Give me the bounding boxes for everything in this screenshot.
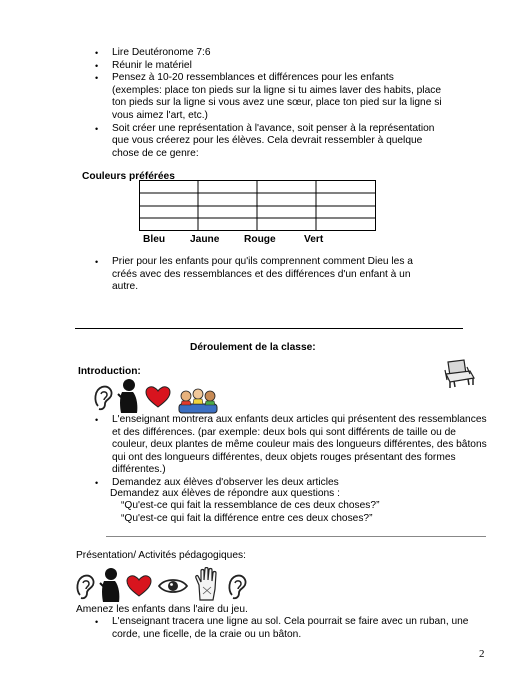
heart-icon — [145, 386, 171, 408]
table-column-label: Bleu — [143, 234, 166, 245]
question-2: “Qu'est-ce qui fait la différence entre ces deux choses?” — [121, 513, 373, 524]
list-item: • Soit créer une représentation à l'avance, soit penser à la représentation que vous créerez pour les élèves. Cela devrait ressembler à quelque chose de ce genre: — [92, 123, 442, 161]
hand-icon — [194, 567, 220, 601]
presentation-lead: Amenez les enfants dans l'aire du jeu. — [76, 604, 248, 615]
heart-icon — [126, 575, 152, 597]
list-item: • Prier pour les enfants pour qu'ils comprennent comment Dieu les a créés avec des ressemblances et des différences d'un enfant à un autre. — [92, 256, 432, 294]
ear-icon — [74, 573, 96, 601]
materials-list — [92, 47, 442, 160]
ear-icon — [226, 573, 248, 601]
table-column-label: Vert — [304, 234, 324, 245]
praying-child-icon — [98, 567, 122, 603]
list-item: • Réunir le matériel — [92, 60, 442, 73]
page-number: 2 — [479, 648, 485, 660]
list-item: • L'enseignant tracera une ligne au sol. Cela pourrait se faire avec un ruban, une corde, une ficelle, de la craie ou un bâton. — [92, 616, 492, 641]
eye-icon — [158, 577, 188, 595]
intro-icons — [92, 378, 222, 414]
section-divider — [75, 328, 463, 329]
praying-child-icon — [116, 378, 140, 414]
chair-icon — [442, 358, 478, 390]
colors-table-grid — [139, 180, 377, 232]
question-1: “Qu'est-ce qui fait la ressemblance de ces deux choses?” — [121, 500, 380, 511]
list-item: • Lire Deutéronome 7:6 — [92, 47, 442, 60]
list-item: • L'enseignant montrera aux enfants deux articles qui présentent des ressemblances et des différences. (par exemple: deux bols qui sont différents de taille ou de couleur, deux plantes de même couleur mais des longueurs différentes, des bâtons qui ont des longueurs différentes, deux objets rouges présentant des formes différentes.) — [92, 414, 492, 477]
intro-title: Introduction: — [78, 366, 141, 377]
presentation-icons — [74, 565, 254, 605]
table-column-label: Jaune — [190, 234, 220, 245]
section-title: Déroulement de la classe: — [190, 342, 316, 353]
list-item: • Demandez aux élèves d'observer les deux articles — [92, 477, 492, 490]
list-item: • Pensez à 10-20 ressemblances et différences pour les enfants (exemples: place ton pieds sur la ligne si tu aimes laver des habits, place ton pieds sur la ligne si vous avez une sœur, place ton pied sur la ligne si vous aimez l'art, etc.) — [92, 72, 442, 122]
table-column-label: Rouge — [244, 234, 276, 245]
intro-ask: Demandez aux élèves de répondre aux questions : — [110, 488, 340, 499]
intro-list — [92, 414, 492, 490]
children-group-icon — [178, 386, 218, 414]
table-title: Couleurs préférées — [82, 171, 175, 182]
prayer-list — [92, 256, 432, 294]
ear-icon — [92, 384, 114, 412]
section-divider — [106, 536, 486, 537]
presentation-title: Présentation/ Activités pédagogiques: — [76, 550, 246, 561]
presentation-list — [92, 616, 492, 641]
